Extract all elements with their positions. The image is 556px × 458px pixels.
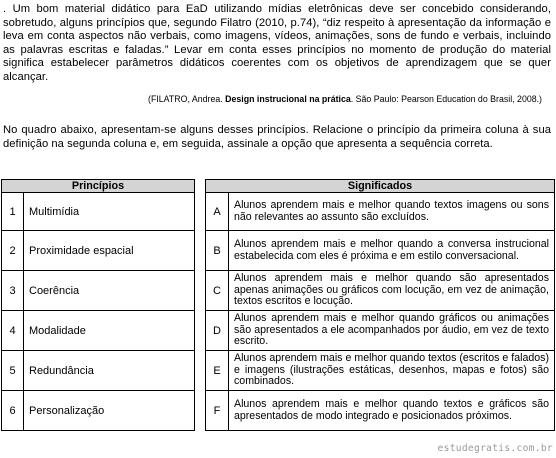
principle-label: Redundância xyxy=(24,351,195,391)
principle-number: 6 xyxy=(2,391,24,431)
principle-label: Proximidade espacial xyxy=(24,231,195,271)
principle-label: Multimídia xyxy=(24,193,195,231)
principle-label: Coerência xyxy=(24,271,195,311)
meanings-table xyxy=(205,179,555,431)
citation xyxy=(148,94,542,105)
principle-number: 4 xyxy=(2,311,24,351)
instruction-paragraph: No quadro abaixo, apresentam-se alguns desses princípios. Relacione o princípio da primeira coluna à sua definição na segunda coluna e, em seguida, assinale a opção que apresenta a sequência correta. xyxy=(3,124,551,150)
meaning-letter: C xyxy=(206,271,229,311)
table-row xyxy=(2,391,195,431)
table-row xyxy=(206,391,555,431)
citation-suffix: . São Paulo: Pearson Education do Brasil, 2008.) xyxy=(350,94,542,104)
meaning-text: Alunos aprendem mais e melhor quando textos e gráficos são apresentados de modo integrado e posicionados próximos. xyxy=(229,391,555,431)
principles-header-row xyxy=(2,180,195,193)
principle-label: Modalidade xyxy=(24,311,195,351)
principle-number: 2 xyxy=(2,231,24,271)
meanings-header: Significados xyxy=(206,180,555,193)
table-row xyxy=(206,193,555,231)
meanings-header-row xyxy=(206,180,555,193)
principle-number: 3 xyxy=(2,271,24,311)
meaning-letter: A xyxy=(206,193,229,231)
meaning-letter: B xyxy=(206,231,229,271)
table-row xyxy=(206,271,555,311)
table-row xyxy=(2,271,195,311)
table-row xyxy=(2,231,195,271)
citation-title: Design instrucional na prática xyxy=(225,94,351,104)
meaning-text: Alunos aprendem mais e melhor quando textos (escritos e falados) e imagens (ilustrações estáticas, desenhos, mapas e fotos) são combinados. xyxy=(229,351,555,391)
table-row xyxy=(206,231,555,271)
meaning-text: Alunos aprendem mais e melhor quando a conversa instrucional estabelecida com eles é próxima e em estilo conversacional. xyxy=(229,231,555,271)
meaning-text: Alunos aprendem mais e melhor quando são apresentados apenas animações ou gráficos com locução, em vez de animação, textos escritos e locução. xyxy=(229,271,555,311)
table-row xyxy=(206,311,555,351)
principle-number: 1 xyxy=(2,193,24,231)
table-row xyxy=(2,193,195,231)
table-row xyxy=(2,351,195,391)
meaning-text: Alunos aprendem mais e melhor quando textos imagens ou sons não relevantes ao assunto são excluídos. xyxy=(229,193,555,231)
table-row xyxy=(206,351,555,391)
principle-label: Personalização xyxy=(24,391,195,431)
principles-table xyxy=(1,179,195,431)
meaning-text: Alunos aprendem mais e melhor quando gráficos ou animações são apresentados a ele acompanhados por áudio, em vez de texto escrito. xyxy=(229,311,555,351)
meaning-letter: E xyxy=(206,351,229,391)
meaning-letter: F xyxy=(206,391,229,431)
meaning-letter: D xyxy=(206,311,229,351)
principle-number: 5 xyxy=(2,351,24,391)
table-row xyxy=(2,311,195,351)
citation-prefix: (FILATRO, Andrea. xyxy=(148,94,226,104)
principles-header: Princípios xyxy=(2,180,195,193)
watermark: estudegratis.com.br xyxy=(437,443,553,454)
intro-paragraph: . Um bom material didático para EaD utilizando mídias eletrônicas deve ser concebido considerando, sobretudo, alguns princípios que, segundo Filatro (2010, p.74), “diz respeito à apresentação da informação e leva em conta aspectos não verbais, como imagens, vídeos, animações, sons de fundo e verbais, incluindo as palavras escritas e faladas.” Levar em conta esses princípios no momento de produção do material significa estabelecer parâmetros didáticos coerentes com os objetivos de aprendizagem que se quer alcançar. xyxy=(3,3,551,83)
